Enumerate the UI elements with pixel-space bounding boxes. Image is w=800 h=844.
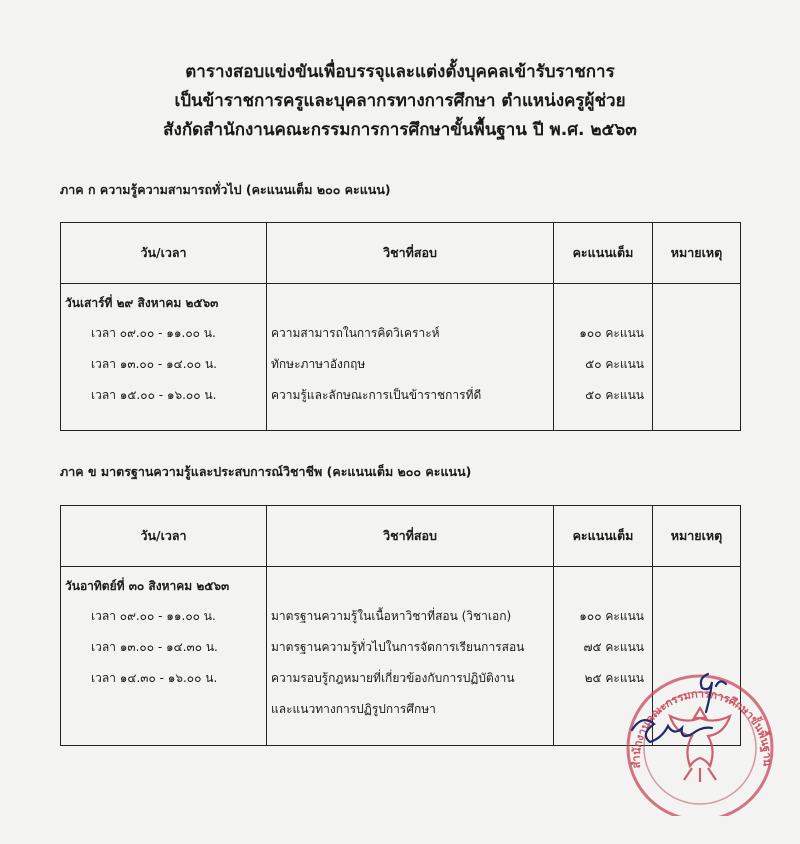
exam-score: ๒๕ คะแนน [584,671,644,685]
exam-time: เวลา ๑๔.๓๐ - ๑๖.๐๐ น. [91,671,218,685]
garuda-emblem-icon [670,708,730,782]
exam-subject: มาตรฐานความรู้ทั่วไปในการจัดการเรียนการสอน [271,640,525,654]
part-a-title: ภาค ก ความรู้ความสามารถทั่วไป (คะแนนเต็ม ๒๐๐ คะแนน) [60,182,391,197]
exam-subject: ความรอบรู้กฎหมายที่เกี่ยวข้องกับการปฏิบัติงาน [271,671,515,685]
part-a-table [60,222,741,431]
header-line-2: เป็นข้าราชการครูและบุคลากรทางการศึกษา ตำแหน่งครูผู้ช่วย [174,91,626,111]
official-seal-stamp [612,656,782,816]
remark-cell [653,284,741,431]
table-header-row [61,506,741,567]
exam-subject: ความสามารถในการคิดวิเคราะห์ [271,326,440,340]
col-header-full-score: คะแนนเต็ม [554,223,653,284]
subject-cell [267,284,554,431]
exam-subject: ความรู้และลักษณะการเป็นข้าราชการที่ดี [271,388,482,402]
col-header-remark: หมายเหตุ [653,506,741,567]
col-header-remark: หมายเหตุ [653,223,741,284]
exam-score: ๗๕ คะแนน [583,640,644,654]
exam-score: ๕๐ คะแนน [585,388,644,402]
exam-score: ๑๐๐ คะแนน [579,609,644,623]
col-header-date-time: วัน/เวลา [61,223,267,284]
exam-time: เวลา ๑๓.๐๐ - ๑๔.๐๐ น. [91,357,217,371]
exam-time: เวลา ๐๙.๐๐ - ๑๑.๐๐ น. [91,326,216,340]
exam-time: เวลา ๑๕.๐๐ - ๑๖.๐๐ น. [91,388,217,402]
table-header-row [61,223,741,284]
exam-subject: มาตรฐานความรู้ในเนื้อหาวิชาที่สอน (วิชาเอก) [271,609,512,623]
exam-score: ๕๐ คะแนน [585,357,644,371]
date-time-cell [61,567,267,746]
document-header [0,58,800,145]
exam-date: วันเสาร์ที่ ๒๙ สิงหาคม ๒๕๖๓ [65,296,219,310]
col-header-full-score: คะแนนเต็ม [554,506,653,567]
date-time-cell [61,284,267,431]
exam-subject: ทักษะภาษาอังกฤษ [271,357,366,371]
col-header-date-time: วัน/เวลา [61,506,267,567]
exam-time: เวลา ๐๙.๐๐ - ๑๑.๐๐ น. [91,609,216,623]
table-row [61,284,741,431]
exam-time: เวลา ๑๓.๐๐ - ๑๔.๓๐ น. [91,640,218,654]
col-header-subject: วิชาที่สอบ [267,506,554,567]
exam-date: วันอาทิตย์ที่ ๓๐ สิงหาคม ๒๕๖๓ [65,579,230,593]
subject-cell [267,567,554,746]
seal-ring-text: สำนักงานคณะกรรมการการศึกษาขั้นพื้นฐาน [629,687,774,769]
part-b-title: ภาค ข มาตรฐานความรู้และประสบการณ์วิชาชีพ (คะแนนเต็ม ๒๐๐ คะแนน) [60,464,472,479]
col-header-subject: วิชาที่สอบ [267,223,554,284]
exam-subject-continued: และแนวทางการปฏิรูปการศึกษา [271,702,436,716]
header-line-1: ตารางสอบแข่งขันเพื่อบรรจุและแต่งตั้งบุคคลเข้ารับราชการ [185,62,615,82]
exam-score: ๑๐๐ คะแนน [579,326,644,340]
header-line-3: สังกัดสำนักงานคณะกรรมการการศึกษาขั้นพื้นฐาน ปี พ.ศ. ๒๕๖๓ [163,120,637,140]
score-cell [554,284,653,431]
